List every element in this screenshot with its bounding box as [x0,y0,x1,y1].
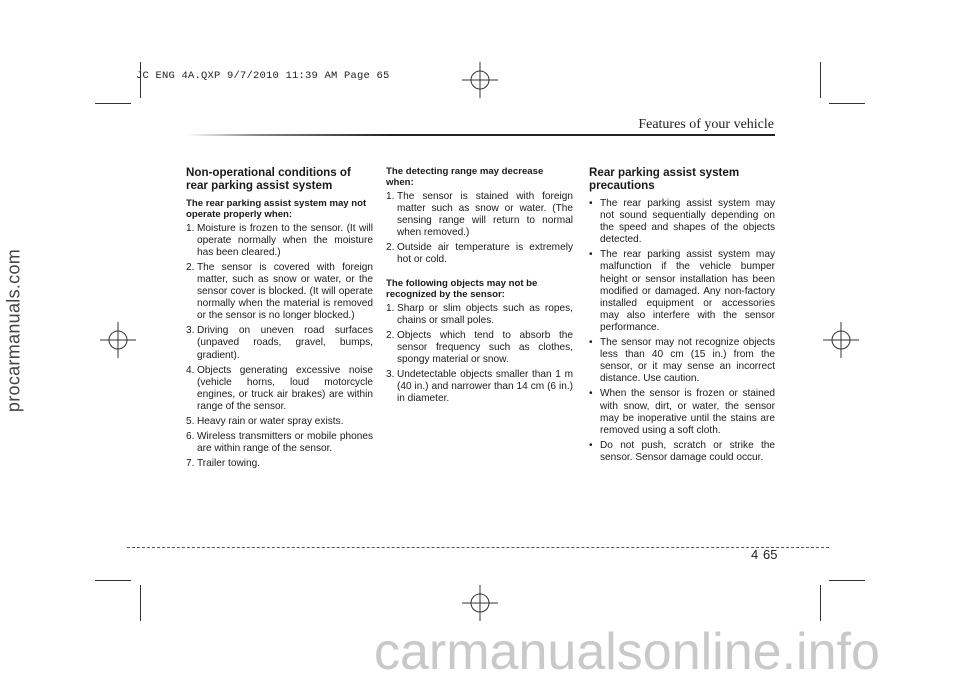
list-item-text: Objects which tend to absorb the sensor frequency such as clothes, spongy material or snow. [397,329,573,366]
list-item-text: Sharp or slim objects such as ropes, chains or small poles. [397,302,573,326]
list-item-text: The rear parking assist system may not sound sequentially depending on the speed and shapes of the objects detected. [600,198,775,246]
crop-mark-bottom-left-v [140,585,141,621]
crop-mark-top-right-h [829,103,865,104]
section-subheading: The rear parking assist system may not operate properly when: [186,198,367,221]
page-chapter: 4 [751,547,759,562]
list-marker: 2. [386,241,395,253]
precaution-item [589,388,775,436]
list-marker: 6. [186,431,195,443]
side-watermark: procarmanuals.com [3,248,24,413]
list-marker: 1. [386,302,395,314]
print-slug: JC ENG 4A.QXP 9/7/2010 11:39 AM Page 65 [136,70,390,82]
condition-item [186,416,373,428]
condition-item [186,223,373,259]
condition-item [186,365,373,413]
condition-item [186,458,373,470]
footer-watermark: carmanualsonline.info [374,623,880,681]
list-item-text: Do not push, scratch or strike the sensor. Sensor damage could occur. [600,439,775,463]
list-item-text: Driving on uneven road surfaces (unpaved roads, gravel, bumps, gradient). [197,325,373,361]
precaution-item [589,440,775,464]
object-item [386,330,573,366]
conditions-list [186,223,373,471]
list-marker: 4. [186,364,195,376]
list-marker: 3. [386,369,395,381]
page-number: 65 [763,547,778,562]
precautions-list [589,198,775,464]
detecting-range-item [386,191,573,239]
list-marker: • [589,439,593,451]
list-marker: • [589,388,593,400]
header-rule [186,134,775,136]
crop-mark-bottom-left-h [95,580,131,581]
registration-mark-left [100,322,136,358]
list-item-text: Heavy rain or water spray exists. [197,416,344,427]
list-item-text: Trailer towing. [197,458,261,470]
detecting-range-subheading: The detecting range may decrease when: [386,166,544,189]
list-item-text: Outside air temperature is extremely hot or cold. [397,241,573,266]
list-marker: 3. [186,325,195,337]
list-item-text: When the sensor is frozen or stained with snow, dirt, or water, the sensor may be inoperative until the stains are removed using a soft cloth. [600,388,775,436]
precautions-heading: Rear parking assist system precautions [589,166,740,192]
column-2 [386,166,573,409]
precaution-item [589,337,775,385]
list-marker: 2. [186,261,195,273]
list-marker: 7. [186,458,195,470]
list-marker: 1. [186,222,195,234]
registration-mark-right [823,322,859,358]
column-1 [186,166,373,473]
crop-mark-top-right-v [820,62,821,98]
list-item-text: The sensor is covered with foreign matter, such as snow or water, or the sensor cover is blocked. (It will operate normally when the material is removed or the sensor is no longer blocked.) [197,261,373,322]
footer-dashed-rule [127,547,829,548]
registration-mark-bottom [462,585,498,621]
list-item-text: The sensor is stained with foreign matter such as snow or water. (The sensing range will return to normal when removed.) [397,190,573,238]
column-3 [589,166,775,467]
objects-subheading: The following objects may not be recognized by the sensor: [386,278,538,301]
list-marker: • [589,337,593,349]
list-item-text: Objects generating excessive noise (vehicle horns, loud motorcycle engines, or truck air brakes) are within range of the sensor. [197,364,373,412]
objects-list [386,303,573,406]
list-marker: 5. [186,416,195,427]
list-marker: • [589,249,593,261]
detecting-range-item [386,242,573,266]
condition-item [186,431,373,455]
condition-item [186,262,373,322]
crop-mark-top-left-h [95,103,131,104]
registration-mark-top [462,62,498,98]
list-item-text: The rear parking assist system may malfunction if the vehicle bumper height or sensor installation has been modified or damaged. Any non-factory installed equipment or accessories may also interfere with the sensor performance. [600,249,775,333]
condition-item [186,325,373,361]
list-marker: 1. [386,190,395,202]
section-heading: Non-operational conditions of rear parking assist system [186,166,351,192]
object-item [386,303,573,327]
list-item-text: Moisture is frozen to the sensor. (It will operate normally when the moisture has been cleared.) [197,222,373,258]
list-item-text: The sensor may not recognize objects less than 40 cm (15 in.) from the sensor, or it may sense an incorrect distance. Use caution. [600,337,775,385]
detecting-range-list [386,191,573,267]
header-title: Features of your vehicle [638,117,774,132]
list-item-text: Wireless transmitters or mobile phones are within range of the sensor. [197,431,373,455]
precaution-item [589,249,775,334]
list-marker: 2. [386,329,395,341]
list-marker: • [589,198,593,209]
list-item-text: Undetectable objects smaller than 1 m (40 in.) and narrower than 14 cm (6 in.) in diameter. [397,369,573,405]
object-item [386,369,573,405]
crop-mark-bottom-right-h [829,580,865,581]
precaution-item [589,198,775,246]
crop-mark-bottom-right-v [820,585,821,621]
